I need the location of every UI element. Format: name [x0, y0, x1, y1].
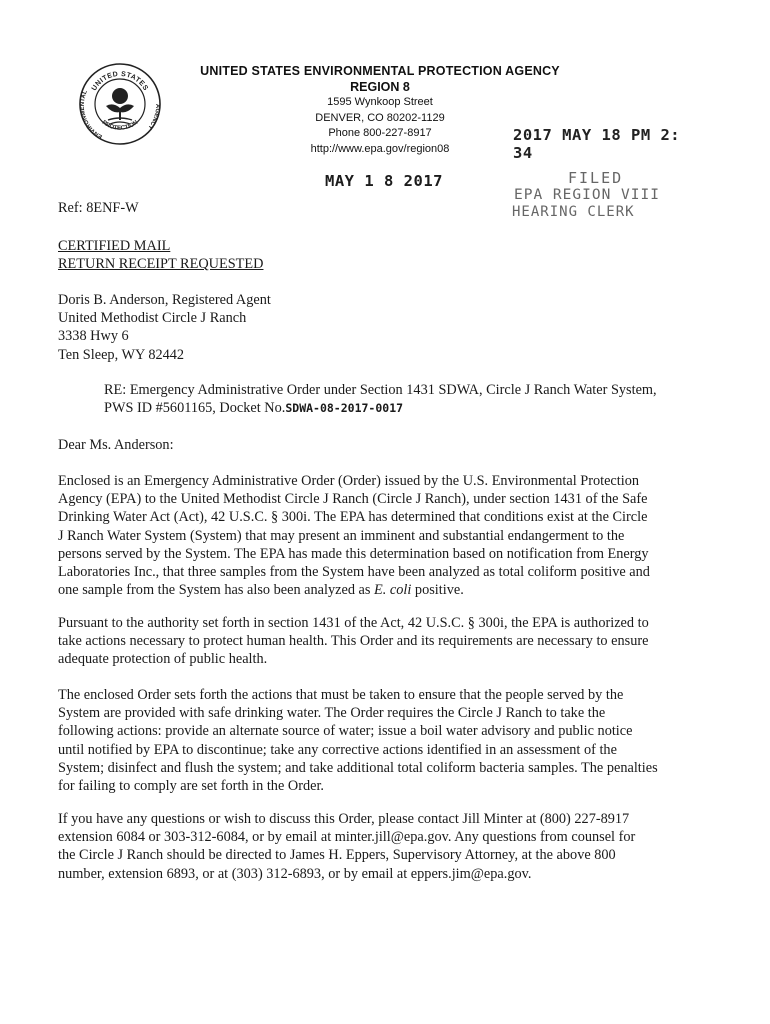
- paragraph-4: [58, 810, 708, 883]
- street-address: 1595 Wynkoop Street: [327, 96, 433, 108]
- paragraph-line: If you have any questions or wish to discuss this Order, please contact Jill Minter at (800) 227-8917: [58, 811, 630, 827]
- paragraph-line: Laboratories Inc., that three samples from the System have been analyzed as total coliform positive and: [58, 564, 650, 581]
- mail-line: CERTIFIED MAIL: [58, 238, 171, 254]
- subject-line: [104, 381, 724, 417]
- paragraph-3: [58, 686, 708, 795]
- paragraph-line: The enclosed Order sets forth the actions that must be taken to ensure that the people served by the: [58, 687, 624, 703]
- paragraph-line: take actions necessary to protect human health. This Order and its requirements are necessary to ensure: [58, 633, 649, 650]
- paragraph-line: number, extension 6893, or at (303) 312-6893, or by email at eppers.jim@epa.gov.: [58, 865, 532, 882]
- website-link[interactable]: http://www.epa.gov/region08: [310, 142, 450, 155]
- subject-line-2: [104, 399, 724, 417]
- paragraph-line: the Circle J Ranch should be directed to James H. Eppers, Supervisory Attorney, at the above 800: [58, 847, 616, 864]
- reference-line: Ref: 8ENF-W: [58, 200, 139, 216]
- region-name: REGION 8: [350, 80, 410, 94]
- epa-seal-icon: [78, 62, 162, 146]
- seal-top-text: UNITED STATES: [90, 70, 150, 93]
- paragraph-line: Drinking Water Act (Act), 42 U.S.C. § 300i. The EPA has determined that conditions exist at the Circle: [58, 509, 648, 526]
- seal-left-text: ENVIRONMENTAL: [79, 89, 104, 140]
- paragraph-line: J Ranch Water System (System) that may present an imminent and substantial endangerment to the: [58, 527, 625, 544]
- text-run: one sample from the System has also been analyzed as: [58, 582, 375, 599]
- text-run: positive.: [411, 582, 464, 599]
- paragraph-line: extension 6084 or 303-312-6084, or by email at minter.jill@epa.gov. Any questions from counsel for: [58, 829, 636, 846]
- salutation: Dear Ms. Anderson:: [58, 437, 174, 453]
- subject-prefix: PWS ID #5601165, Docket No.: [104, 400, 286, 417]
- paragraph-line: following actions: provide an alternate source of water; issue a boil water advisory and public notice: [58, 723, 633, 740]
- paragraph-line: until notified by EPA to discontinue; take any corrective actions identified in an assessment of the: [58, 741, 617, 758]
- address-line: Doris B. Anderson, Registered Agent: [58, 292, 271, 308]
- filed-datetime: 2017 MAY 18 PM 2: 34: [513, 126, 681, 162]
- seal-bottom-text: PROTECTION: [100, 119, 140, 132]
- paragraph-line: Enclosed is an Emergency Administrative Order (Order) issued by the U.S. Environmental Protection: [58, 473, 640, 489]
- letter-date: MAY 1 8 2017: [325, 172, 443, 190]
- paragraph-line: System; disinfect and flush the system; and take additional total coliform bacteria samples. The penalties: [58, 759, 658, 776]
- city-address: DENVER, CO 80202-1129: [315, 111, 445, 124]
- paragraph-line: Agency (EPA) to the United Methodist Circle J Ranch (Circle J Ranch), under section 1431 of the Safe: [58, 491, 648, 508]
- filed-clerk: HEARING CLERK: [512, 204, 635, 220]
- phone-number: Phone 800-227-8917: [328, 127, 432, 139]
- paragraph-2: [58, 614, 708, 669]
- paragraph-line: System are provided with safe drinking water. The Order requires the Circle J Ranch to take the: [58, 705, 606, 722]
- seal-right-text: AGENCY: [146, 103, 161, 131]
- paragraph-1: [58, 472, 708, 599]
- svg-text:ENVIRONMENTAL: [80, 89, 104, 139]
- paragraph-line: for failing to comply are set forth in the Order.: [58, 778, 325, 795]
- italic-term: E. coli: [374, 582, 412, 599]
- paragraph-line: adequate protection of public health.: [58, 651, 268, 668]
- mail-method: [58, 237, 263, 273]
- docket-number: SDWA-08-2017-0017: [285, 401, 404, 416]
- paragraph-line: Pursuant to the authority set forth in section 1431 of the Act, 42 U.S.C. § 300i, the EPA is authorized to: [58, 615, 649, 631]
- subject-line-1: RE: Emergency Administrative Order under Section 1431 SDWA, Circle J Ranch Water System,: [104, 382, 657, 398]
- address-line: United Methodist Circle J Ranch: [58, 310, 247, 327]
- address-line: Ten Sleep, WY 82442: [58, 346, 185, 363]
- paragraph-line: persons served by the System. The EPA has made this determination based on notification from Energy: [58, 545, 649, 562]
- filed-region: EPA REGION VIII: [514, 187, 660, 203]
- filed-stamp: [512, 126, 682, 220]
- filed-label: FILED: [568, 169, 624, 187]
- address-line: 3338 Hwy 6: [58, 328, 129, 345]
- mail-line: RETURN RECEIPT REQUESTED: [58, 256, 264, 273]
- recipient-address: [58, 291, 271, 364]
- paragraph-line: [58, 581, 708, 599]
- agency-name: UNITED STATES ENVIRONMENTAL PROTECTION AGENCY: [200, 64, 560, 78]
